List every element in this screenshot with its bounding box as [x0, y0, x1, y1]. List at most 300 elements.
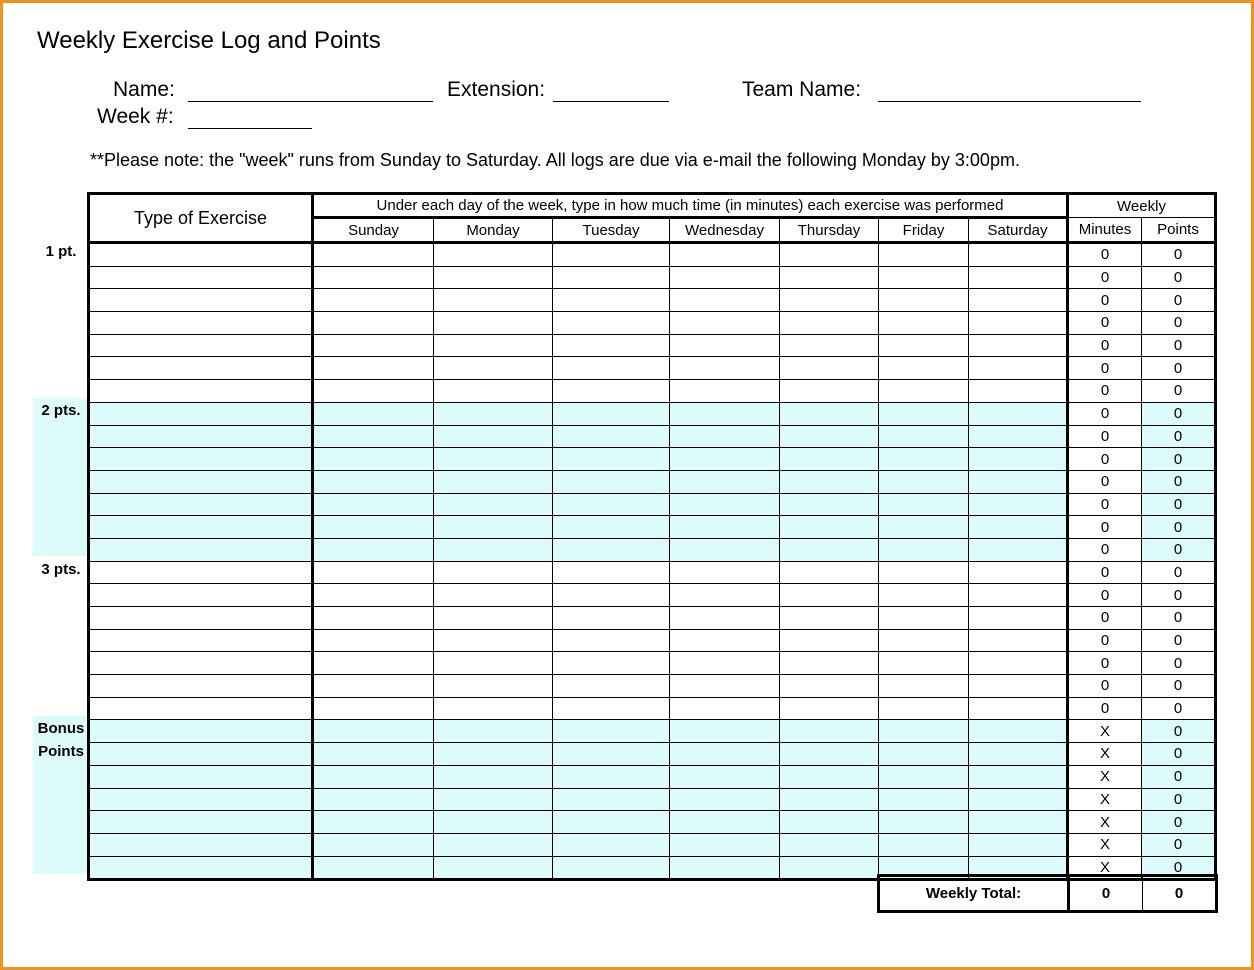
minutes-cell-thursday[interactable]: [780, 357, 879, 380]
minutes-cell-sunday[interactable]: [313, 720, 434, 743]
minutes-cell-thursday[interactable]: [780, 380, 879, 403]
minutes-cell-friday[interactable]: [879, 448, 969, 471]
minutes-cell-sunday[interactable]: [313, 538, 434, 561]
minutes-cell-tuesday[interactable]: [553, 266, 670, 289]
weekly-points-cell: 0: [1142, 788, 1216, 811]
minutes-cell-thursday[interactable]: [780, 765, 879, 788]
minutes-cell-sunday[interactable]: [313, 516, 434, 539]
minutes-cell-monday[interactable]: [434, 788, 553, 811]
minutes-cell-friday[interactable]: [879, 334, 969, 357]
minutes-cell-friday[interactable]: [879, 811, 969, 834]
minutes-cell-sunday[interactable]: [313, 357, 434, 380]
weekly-minutes-cell: 0: [1068, 448, 1142, 471]
minutes-cell-monday[interactable]: [434, 516, 553, 539]
exercise-type-cell[interactable]: [89, 357, 313, 380]
minutes-cell-wednesday[interactable]: [670, 266, 780, 289]
weekly-points-cell: 0: [1142, 266, 1216, 289]
minutes-cell-sunday[interactable]: [313, 856, 434, 880]
weekly-minutes-cell: 0: [1068, 266, 1142, 289]
minutes-cell-saturday[interactable]: [969, 289, 1068, 312]
exercise-type-cell[interactable]: [89, 811, 313, 834]
minutes-cell-wednesday[interactable]: [670, 402, 780, 425]
minutes-cell-sunday[interactable]: [313, 811, 434, 834]
table-row: [89, 266, 1216, 289]
minutes-cell-monday[interactable]: [434, 538, 553, 561]
minutes-cell-saturday[interactable]: [969, 266, 1068, 289]
exercise-type-cell[interactable]: [89, 675, 313, 698]
minutes-cell-tuesday[interactable]: [553, 765, 670, 788]
minutes-cell-monday[interactable]: [434, 380, 553, 403]
minutes-cell-friday[interactable]: [879, 243, 969, 267]
minutes-cell-tuesday[interactable]: [553, 561, 670, 584]
minutes-cell-friday[interactable]: [879, 561, 969, 584]
table-row: [89, 493, 1216, 516]
exercise-type-cell[interactable]: [89, 584, 313, 607]
minutes-cell-saturday[interactable]: [969, 584, 1068, 607]
minutes-cell-thursday[interactable]: [780, 538, 879, 561]
table-row: [89, 675, 1216, 698]
minutes-cell-tuesday[interactable]: [553, 833, 670, 856]
minutes-cell-wednesday[interactable]: [670, 357, 780, 380]
instruction-header: Under each day of the week, type in how much time (in minutes) each exercise was performed: [313, 194, 1068, 218]
minutes-cell-thursday[interactable]: [780, 856, 879, 880]
minutes-cell-tuesday[interactable]: [553, 538, 670, 561]
minutes-cell-sunday[interactable]: [313, 425, 434, 448]
minutes-cell-thursday[interactable]: [780, 720, 879, 743]
minutes-cell-sunday[interactable]: [313, 675, 434, 698]
minutes-cell-saturday[interactable]: [969, 743, 1068, 766]
minutes-cell-thursday[interactable]: [780, 629, 879, 652]
exercise-type-cell[interactable]: [89, 380, 313, 403]
minutes-cell-saturday[interactable]: [969, 380, 1068, 403]
weekly-points-cell: 0: [1142, 675, 1216, 698]
exercise-type-cell[interactable]: [89, 833, 313, 856]
exercise-type-cell[interactable]: [89, 312, 313, 335]
minutes-cell-tuesday[interactable]: [553, 720, 670, 743]
minutes-cell-wednesday[interactable]: [670, 833, 780, 856]
minutes-cell-wednesday[interactable]: [670, 312, 780, 335]
table-row: [89, 380, 1216, 403]
minutes-cell-friday[interactable]: [879, 788, 969, 811]
minutes-cell-monday[interactable]: [434, 720, 553, 743]
minutes-cell-sunday[interactable]: [313, 607, 434, 630]
minutes-cell-sunday[interactable]: [313, 334, 434, 357]
table-row: [89, 697, 1216, 720]
day-header-wednesday: Wednesday: [670, 218, 780, 243]
weekly-minutes-cell: 0: [1068, 516, 1142, 539]
minutes-cell-thursday[interactable]: [780, 289, 879, 312]
weekly-total-table: [877, 874, 1218, 913]
minutes-cell-monday[interactable]: [434, 697, 553, 720]
category-label-3pts: 3 pts.: [41, 561, 81, 578]
minutes-cell-wednesday[interactable]: [670, 629, 780, 652]
weekly-minutes-cell: 0: [1068, 629, 1142, 652]
minutes-cell-wednesday[interactable]: [670, 697, 780, 720]
minutes-cell-monday[interactable]: [434, 652, 553, 675]
minutes-cell-tuesday[interactable]: [553, 743, 670, 766]
table-row: [89, 334, 1216, 357]
minutes-cell-saturday[interactable]: [969, 833, 1068, 856]
minutes-cell-sunday[interactable]: [313, 380, 434, 403]
minutes-cell-saturday[interactable]: [969, 629, 1068, 652]
minutes-cell-saturday[interactable]: [969, 697, 1068, 720]
minutes-cell-tuesday[interactable]: [553, 243, 670, 267]
minutes-cell-wednesday[interactable]: [670, 561, 780, 584]
minutes-cell-monday[interactable]: [434, 675, 553, 698]
page-title: Weekly Exercise Log and Points: [37, 27, 381, 54]
team-name-field[interactable]: [878, 101, 1141, 102]
weekly-minutes-cell: 0: [1068, 697, 1142, 720]
minutes-cell-friday[interactable]: [879, 652, 969, 675]
minutes-cell-friday[interactable]: [879, 312, 969, 335]
minutes-cell-thursday[interactable]: [780, 402, 879, 425]
minutes-cell-wednesday[interactable]: [670, 516, 780, 539]
minutes-cell-saturday[interactable]: [969, 561, 1068, 584]
minutes-cell-friday[interactable]: [879, 629, 969, 652]
minutes-cell-friday[interactable]: [879, 266, 969, 289]
minutes-cell-tuesday[interactable]: [553, 470, 670, 493]
minutes-cell-tuesday[interactable]: [553, 856, 670, 880]
minutes-cell-saturday[interactable]: [969, 788, 1068, 811]
weekly-points-cell: 0: [1142, 516, 1216, 539]
minutes-cell-friday[interactable]: [879, 720, 969, 743]
weekly-minutes-cell: 0: [1068, 289, 1142, 312]
table-row: [89, 402, 1216, 425]
table-row: [89, 720, 1216, 743]
extension-label: Extension:: [447, 78, 546, 101]
minutes-cell-sunday[interactable]: [313, 289, 434, 312]
minutes-cell-monday[interactable]: [434, 765, 553, 788]
minutes-cell-sunday[interactable]: [313, 697, 434, 720]
weekly-points-cell: 0: [1142, 765, 1216, 788]
minutes-cell-thursday[interactable]: [780, 584, 879, 607]
minutes-cell-thursday[interactable]: [780, 266, 879, 289]
minutes-cell-saturday[interactable]: [969, 516, 1068, 539]
weekly-minutes-cell: X: [1068, 856, 1142, 880]
team-name-label: Team Name:: [742, 78, 862, 101]
minutes-cell-wednesday[interactable]: [670, 289, 780, 312]
name-field[interactable]: [188, 101, 433, 102]
minutes-cell-monday[interactable]: [434, 584, 553, 607]
minutes-cell-tuesday[interactable]: [553, 652, 670, 675]
minutes-cell-tuesday[interactable]: [553, 402, 670, 425]
exercise-type-cell[interactable]: [89, 538, 313, 561]
minutes-cell-sunday[interactable]: [313, 629, 434, 652]
exercise-type-cell[interactable]: [89, 697, 313, 720]
minutes-cell-friday[interactable]: [879, 833, 969, 856]
minutes-cell-friday[interactable]: [879, 357, 969, 380]
minutes-cell-monday[interactable]: [434, 743, 553, 766]
minutes-cell-friday[interactable]: [879, 470, 969, 493]
exercise-type-cell[interactable]: [89, 289, 313, 312]
minutes-cell-wednesday[interactable]: [670, 607, 780, 630]
minutes-cell-tuesday[interactable]: [553, 289, 670, 312]
exercise-type-cell[interactable]: [89, 856, 313, 880]
minutes-cell-sunday[interactable]: [313, 561, 434, 584]
category-label-bonus: [36, 718, 86, 763]
minutes-cell-wednesday[interactable]: [670, 856, 780, 880]
minutes-cell-thursday[interactable]: [780, 516, 879, 539]
weekly-minutes-cell: X: [1068, 788, 1142, 811]
weekly-minutes-cell: 0: [1068, 243, 1142, 267]
minutes-cell-tuesday[interactable]: [553, 607, 670, 630]
weekly-minutes-cell: 0: [1068, 470, 1142, 493]
weekly-points-cell: 0: [1142, 856, 1216, 880]
minutes-cell-saturday[interactable]: [969, 675, 1068, 698]
exercise-type-cell[interactable]: [89, 402, 313, 425]
minutes-cell-sunday[interactable]: [313, 402, 434, 425]
weekly-minutes-cell: 0: [1068, 425, 1142, 448]
table-row: [89, 743, 1216, 766]
minutes-cell-wednesday[interactable]: [670, 788, 780, 811]
minutes-cell-thursday[interactable]: [780, 833, 879, 856]
day-header-monday: Monday: [434, 218, 553, 243]
weekly-minutes-cell: 0: [1068, 652, 1142, 675]
minutes-cell-wednesday[interactable]: [670, 720, 780, 743]
minutes-cell-thursday[interactable]: [780, 652, 879, 675]
exercise-type-cell[interactable]: [89, 788, 313, 811]
minutes-cell-wednesday[interactable]: [670, 243, 780, 267]
minutes-cell-saturday[interactable]: [969, 652, 1068, 675]
minutes-cell-friday[interactable]: [879, 765, 969, 788]
minutes-cell-tuesday[interactable]: [553, 516, 670, 539]
minutes-cell-saturday[interactable]: [969, 493, 1068, 516]
minutes-cell-wednesday[interactable]: [670, 334, 780, 357]
minutes-cell-friday[interactable]: [879, 402, 969, 425]
minutes-cell-sunday[interactable]: [313, 584, 434, 607]
minutes-cell-sunday[interactable]: [313, 470, 434, 493]
weekly-minutes-cell: 0: [1068, 402, 1142, 425]
minutes-cell-friday[interactable]: [879, 493, 969, 516]
minutes-cell-friday[interactable]: [879, 516, 969, 539]
minutes-cell-wednesday[interactable]: [670, 448, 780, 471]
minutes-cell-saturday[interactable]: [969, 357, 1068, 380]
minutes-cell-sunday[interactable]: [313, 765, 434, 788]
weekly-minutes-cell: 0: [1068, 584, 1142, 607]
minutes-cell-thursday[interactable]: [780, 425, 879, 448]
exercise-type-cell[interactable]: [89, 629, 313, 652]
minutes-cell-monday[interactable]: [434, 357, 553, 380]
minutes-cell-saturday[interactable]: [969, 720, 1068, 743]
minutes-cell-saturday[interactable]: [969, 607, 1068, 630]
minutes-cell-friday[interactable]: [879, 743, 969, 766]
minutes-cell-friday[interactable]: [879, 289, 969, 312]
minutes-cell-monday[interactable]: [434, 607, 553, 630]
table-row: [89, 312, 1216, 335]
weekly-minutes-cell: X: [1068, 765, 1142, 788]
minutes-cell-saturday[interactable]: [969, 402, 1068, 425]
minutes-cell-thursday[interactable]: [780, 607, 879, 630]
minutes-cell-wednesday[interactable]: [670, 765, 780, 788]
weekly-points-cell: 0: [1142, 312, 1216, 335]
table-row: [89, 425, 1216, 448]
minutes-cell-thursday[interactable]: [780, 788, 879, 811]
minutes-cell-monday[interactable]: [434, 289, 553, 312]
weekly-minutes-cell: 0: [1068, 493, 1142, 516]
table-row: [89, 516, 1216, 539]
minutes-cell-sunday[interactable]: [313, 243, 434, 267]
minutes-cell-monday[interactable]: [434, 448, 553, 471]
weekly-points-cell: 0: [1142, 652, 1216, 675]
minutes-cell-thursday[interactable]: [780, 811, 879, 834]
minutes-cell-monday[interactable]: [434, 833, 553, 856]
weekly-points-cell: 0: [1142, 833, 1216, 856]
minutes-cell-saturday[interactable]: [969, 811, 1068, 834]
minutes-cell-monday[interactable]: [434, 811, 553, 834]
table-row: [89, 765, 1216, 788]
exercise-type-cell[interactable]: [89, 448, 313, 471]
weekly-minutes-cell: X: [1068, 720, 1142, 743]
minutes-cell-friday[interactable]: [879, 380, 969, 403]
minutes-cell-monday[interactable]: [434, 312, 553, 335]
minutes-cell-sunday[interactable]: [313, 448, 434, 471]
minutes-cell-friday[interactable]: [879, 607, 969, 630]
minutes-cell-monday[interactable]: [434, 334, 553, 357]
minutes-cell-tuesday[interactable]: [553, 493, 670, 516]
table-row: [89, 607, 1216, 630]
minutes-cell-sunday[interactable]: [313, 312, 434, 335]
exercise-type-cell[interactable]: [89, 425, 313, 448]
minutes-cell-wednesday[interactable]: [670, 584, 780, 607]
minutes-cell-thursday[interactable]: [780, 743, 879, 766]
minutes-cell-wednesday[interactable]: [670, 493, 780, 516]
extension-field[interactable]: [553, 101, 669, 102]
minutes-cell-saturday[interactable]: [969, 312, 1068, 335]
minutes-cell-thursday[interactable]: [780, 448, 879, 471]
minutes-cell-tuesday[interactable]: [553, 629, 670, 652]
table-row: [89, 448, 1216, 471]
minutes-cell-wednesday[interactable]: [670, 380, 780, 403]
minutes-cell-sunday[interactable]: [313, 833, 434, 856]
exercise-type-cell[interactable]: [89, 765, 313, 788]
minutes-cell-thursday[interactable]: [780, 675, 879, 698]
exercise-type-cell[interactable]: [89, 334, 313, 357]
minutes-cell-monday[interactable]: [434, 561, 553, 584]
minutes-cell-wednesday[interactable]: [670, 470, 780, 493]
minutes-cell-wednesday[interactable]: [670, 425, 780, 448]
minutes-cell-tuesday[interactable]: [553, 448, 670, 471]
exercise-type-cell[interactable]: [89, 493, 313, 516]
weekly-points-cell: 0: [1142, 584, 1216, 607]
minutes-cell-tuesday[interactable]: [553, 697, 670, 720]
minutes-cell-tuesday[interactable]: [553, 357, 670, 380]
minutes-cell-thursday[interactable]: [780, 334, 879, 357]
exercise-type-cell[interactable]: [89, 743, 313, 766]
minutes-cell-tuesday[interactable]: [553, 334, 670, 357]
table-row: [89, 357, 1216, 380]
name-label: Name:: [113, 78, 175, 101]
exercise-type-cell[interactable]: [89, 516, 313, 539]
minutes-cell-tuesday[interactable]: [553, 380, 670, 403]
week-label: Week #:: [97, 105, 174, 128]
weekly-minutes-cell: X: [1068, 743, 1142, 766]
minutes-cell-monday[interactable]: [434, 856, 553, 880]
minutes-cell-thursday[interactable]: [780, 470, 879, 493]
exercise-type-cell[interactable]: [89, 607, 313, 630]
minutes-cell-tuesday[interactable]: [553, 811, 670, 834]
minutes-cell-sunday[interactable]: [313, 266, 434, 289]
weekly-total-points: 0: [1143, 876, 1217, 912]
bonus-label-line2: Points: [38, 742, 84, 760]
minutes-cell-saturday[interactable]: [969, 334, 1068, 357]
minutes-cell-saturday[interactable]: [969, 448, 1068, 471]
weekly-minutes-cell: X: [1068, 811, 1142, 834]
minutes-cell-thursday[interactable]: [780, 243, 879, 267]
minutes-cell-sunday[interactable]: [313, 493, 434, 516]
exercise-type-cell[interactable]: [89, 561, 313, 584]
minutes-cell-monday[interactable]: [434, 629, 553, 652]
minutes-cell-tuesday[interactable]: [553, 788, 670, 811]
minutes-cell-monday[interactable]: [434, 402, 553, 425]
minutes-cell-wednesday[interactable]: [670, 811, 780, 834]
day-header-tuesday: Tuesday: [553, 218, 670, 243]
weekly-minutes-cell: X: [1068, 833, 1142, 856]
weekly-minutes-cell: 0: [1068, 312, 1142, 335]
weekly-points-cell: 0: [1142, 334, 1216, 357]
minutes-cell-monday[interactable]: [434, 243, 553, 267]
minutes-cell-saturday[interactable]: [969, 765, 1068, 788]
minutes-cell-monday[interactable]: [434, 266, 553, 289]
exercise-type-cell[interactable]: [89, 470, 313, 493]
exercise-type-cell[interactable]: [89, 720, 313, 743]
minutes-cell-thursday[interactable]: [780, 697, 879, 720]
table-row: [89, 561, 1216, 584]
table-row: [89, 788, 1216, 811]
minutes-cell-tuesday[interactable]: [553, 675, 670, 698]
minutes-cell-monday[interactable]: [434, 470, 553, 493]
minutes-cell-thursday[interactable]: [780, 493, 879, 516]
minutes-cell-thursday[interactable]: [780, 561, 879, 584]
week-number-field[interactable]: [188, 128, 312, 129]
minutes-cell-friday[interactable]: [879, 675, 969, 698]
minutes-cell-friday[interactable]: [879, 538, 969, 561]
minutes-cell-sunday[interactable]: [313, 788, 434, 811]
minutes-cell-tuesday[interactable]: [553, 312, 670, 335]
weekly-points-cell: 0: [1142, 493, 1216, 516]
weekly-minutes-cell: 0: [1068, 675, 1142, 698]
minutes-cell-wednesday[interactable]: [670, 743, 780, 766]
minutes-cell-monday[interactable]: [434, 425, 553, 448]
minutes-header: Minutes: [1068, 218, 1142, 243]
minutes-cell-saturday[interactable]: [969, 425, 1068, 448]
table-row: [89, 833, 1216, 856]
exercise-type-cell[interactable]: [89, 243, 313, 267]
weekly-points-cell: 0: [1142, 289, 1216, 312]
minutes-cell-sunday[interactable]: [313, 652, 434, 675]
minutes-cell-friday[interactable]: [879, 697, 969, 720]
weekly-points-cell: 0: [1142, 629, 1216, 652]
minutes-cell-sunday[interactable]: [313, 743, 434, 766]
minutes-cell-saturday[interactable]: [969, 243, 1068, 267]
minutes-cell-saturday[interactable]: [969, 470, 1068, 493]
minutes-cell-monday[interactable]: [434, 493, 553, 516]
minutes-cell-wednesday[interactable]: [670, 652, 780, 675]
minutes-cell-friday[interactable]: [879, 584, 969, 607]
category-label-2pts: 2 pts.: [41, 402, 81, 419]
weekly-points-cell: 0: [1142, 357, 1216, 380]
weekly-points-cell: 0: [1142, 743, 1216, 766]
exercise-type-cell[interactable]: [89, 266, 313, 289]
minutes-cell-wednesday[interactable]: [670, 538, 780, 561]
minutes-cell-saturday[interactable]: [969, 538, 1068, 561]
minutes-cell-tuesday[interactable]: [553, 425, 670, 448]
minutes-cell-thursday[interactable]: [780, 312, 879, 335]
exercise-type-cell[interactable]: [89, 652, 313, 675]
weekly-points-cell: 0: [1142, 561, 1216, 584]
minutes-cell-friday[interactable]: [879, 425, 969, 448]
minutes-cell-wednesday[interactable]: [670, 675, 780, 698]
minutes-cell-tuesday[interactable]: [553, 584, 670, 607]
